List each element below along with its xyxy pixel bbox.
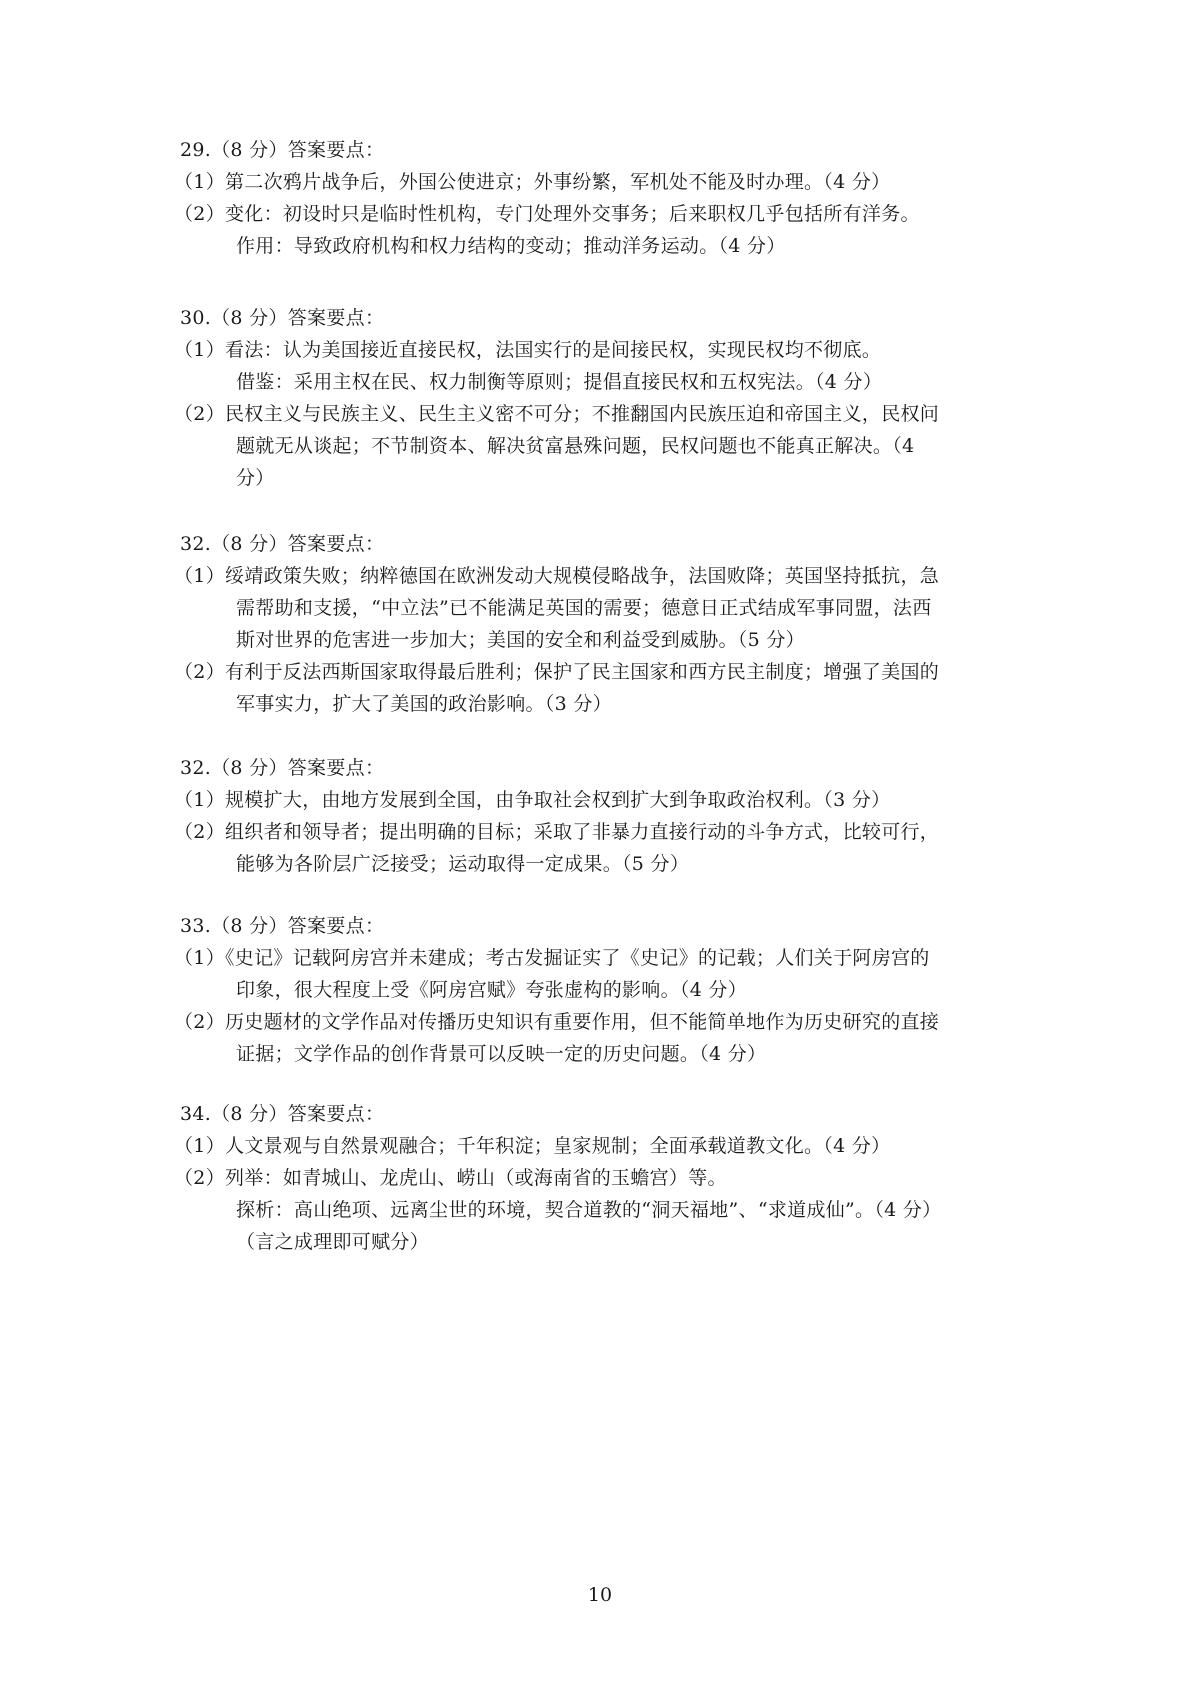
answer-line: （2）组织者和领导者；提出明确的目标；采取了非暴力直接行动的斗争方式，比较可行， <box>174 821 940 843</box>
answer-section-34 <box>174 1098 1040 1258</box>
page-number: 10 <box>587 1584 613 1606</box>
answer-line: 印象，很大程度上受《阿房宫赋》夸张虚构的影响。（4 分） <box>236 979 748 1001</box>
answer-line: （1）人文景观与自然景观融合；千年积淀；皇家规制；全面承载道教文化。（4 分） <box>174 1135 891 1157</box>
section-header: 32.（8 分）答案要点： <box>180 757 385 779</box>
answer-line: 能够为各阶层广泛接受；运动取得一定成果。（5 分） <box>236 853 690 875</box>
answer-line: 题就无从谈起；不节制资本、解决贫富悬殊问题，民权问题也不能真正解决。（4 <box>236 435 915 457</box>
section-header: 34.（8 分）答案要点： <box>180 1103 385 1125</box>
answer-line: （1）绥靖政策失败；纳粹德国在欧洲发动大规模侵略战争，法国败降；英国坚持抵抗，急 <box>174 565 940 587</box>
answer-section-33 <box>174 910 1040 1070</box>
answer-line: 借鉴：采用主权在民、权力制衡等原则；提倡直接民权和五权宪法。（4 分） <box>236 371 883 393</box>
answer-line: 探析：高山绝项、远离尘世的环境，契合道教的“洞天福地”、“求道成仙”。（4 分） <box>236 1199 942 1221</box>
answer-line: 需帮助和支援，“中立法”已不能满足英国的需要；德意日正式结成军事同盟，法西 <box>236 597 932 619</box>
answer-line: 证据；文学作品的创作背景可以反映一定的历史问题。（4 分） <box>236 1043 767 1065</box>
answer-line: 军事实力，扩大了美国的政治影响。（3 分） <box>236 693 612 715</box>
answer-section-32a <box>174 528 1040 720</box>
answer-line: （2）变化：初设时只是临时性机构，专门处理外交事务；后来职权几乎包括所有洋务。 <box>174 203 920 225</box>
answer-line: （言之成理即可赋分） <box>236 1231 430 1253</box>
answer-line: （1）《史记》记载阿房宫并未建成；考古发掘证实了《史记》的记载；人们关于阿房宫的 <box>174 947 930 969</box>
answer-line: 作用：导致政府机构和权力结构的变动；推动洋务运动。（4 分） <box>236 235 786 257</box>
answer-line: （2）列举：如青城山、龙虎山、崂山（或海南省的玉蟾宫）等。 <box>174 1167 727 1189</box>
answer-section-29 <box>174 134 1040 262</box>
answer-line: （2）历史题材的文学作品对传播历史知识有重要作用，但不能简单地作为历史研究的直接 <box>174 1011 940 1033</box>
section-header: 30.（8 分）答案要点： <box>180 307 385 329</box>
section-header: 29.（8 分）答案要点： <box>180 139 385 161</box>
answer-line: （1）第二次鸦片战争后，外国公使进京；外事纷繁，军机处不能及时办理。（4 分） <box>174 171 891 193</box>
answer-section-30 <box>174 302 1040 494</box>
answer-line: （2）民权主义与民族主义、民生主义密不可分；不推翻国内民族压迫和帝国主义，民权问 <box>174 403 940 425</box>
answer-line: （2）有利于反法西斯国家取得最后胜利；保护了民主国家和西方民主制度；增强了美国的 <box>174 661 940 683</box>
answer-line: （1）规模扩大，由地方发展到全国，由争取社会权到扩大到争取政治权利。（3 分） <box>174 789 891 811</box>
answer-line: 分） <box>236 467 275 489</box>
answer-line: 斯对世界的危害进一步加大；美国的安全和利益受到威胁。（5 分） <box>236 629 805 651</box>
answer-line: （1）看法：认为美国接近直接民权，法国实行的是间接民权，实现民权均不彻底。 <box>174 339 882 361</box>
section-header: 33.（8 分）答案要点： <box>180 915 385 937</box>
answer-section-32b <box>174 752 1040 880</box>
section-header: 32.（8 分）答案要点： <box>180 533 385 555</box>
